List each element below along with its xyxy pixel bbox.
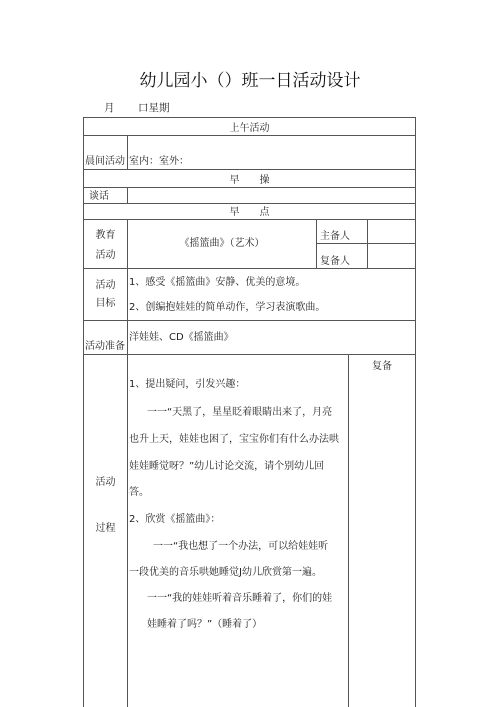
review-label: 复备 (372, 361, 392, 372)
morning-activity-value: 室内：室外： (129, 156, 189, 167)
process-line: 一一“我也想了一个办法，可以给娃娃听 (153, 541, 329, 552)
table-border-top (83, 117, 416, 118)
month-label: 月 (104, 102, 115, 114)
process-label-line2: 过程 (95, 523, 116, 534)
talk-label: 谈话 (89, 191, 109, 202)
column-divider (127, 219, 128, 707)
row-divider (316, 243, 416, 244)
preparation-value: 洋娃娃、CD《摇篮曲》 (129, 332, 234, 343)
column-divider (127, 135, 128, 169)
education-content: 《摇篮曲》（艺术） (179, 238, 265, 249)
process-line: 也升上天，娃娃也困了，宝宝你们有什么办法哄 (129, 434, 339, 445)
co-teacher-label: 复备人 (320, 256, 350, 267)
process-line: 娃睡着了吗？”（睡着了） (147, 619, 263, 630)
row-divider (83, 320, 416, 321)
page-title: 幼儿园小（）班一日活动设计 (139, 71, 361, 91)
goal-item: 1、感受《摇篮曲》安静、优美的意境。 (129, 277, 306, 288)
process-line: 答。 (129, 487, 149, 498)
lead-teacher-label: 主备人 (320, 231, 350, 242)
process-line: 一一“天黑了，星星眨着眼睛出来了，月亮 (147, 407, 333, 418)
education-label-line2: 活动 (95, 250, 116, 261)
weekday-label: 口星期 (138, 102, 170, 114)
process-label-line1: 活动 (95, 477, 116, 488)
education-label-line1: 教育 (95, 230, 116, 241)
column-divider (367, 219, 368, 268)
goal-item: 2、创编抱娃娃的简单动作，学习表演歌曲。 (129, 302, 326, 313)
preparation-label: 活动准备 (85, 341, 125, 352)
column-divider (316, 219, 317, 268)
column-divider (348, 354, 349, 707)
process-line: 2、欣赏《摇篮曲》： (129, 514, 221, 525)
goals-label-line1: 活动 (95, 280, 116, 291)
goals-label-line2: 目标 (95, 298, 116, 309)
row-divider (83, 354, 416, 355)
row-divider (83, 169, 416, 170)
process-line: 一段优美的音乐哄她睡觉J幼儿欣赏第一遍。 (129, 567, 322, 578)
process-line: 娃娃睡觉呀？”幼儿讨论交流，请个别幼儿回 (129, 461, 325, 472)
row-divider (83, 187, 416, 188)
morning-activity-label: 晨间活动 (85, 156, 125, 167)
row-divider (83, 135, 416, 136)
morning-exercise-header: 早 操 (229, 175, 270, 186)
snack-header: 早 点 (229, 207, 270, 218)
row-divider (83, 268, 416, 269)
morning-section-header: 上午活动 (229, 123, 270, 134)
process-line: 一一“我的娃娃听着音乐睡着了，你们的娃 (147, 593, 333, 604)
process-line: 1、提出疑问，引发兴趣： (129, 379, 246, 390)
table-border-right (415, 117, 416, 707)
column-divider (127, 187, 128, 203)
row-divider (83, 203, 416, 204)
